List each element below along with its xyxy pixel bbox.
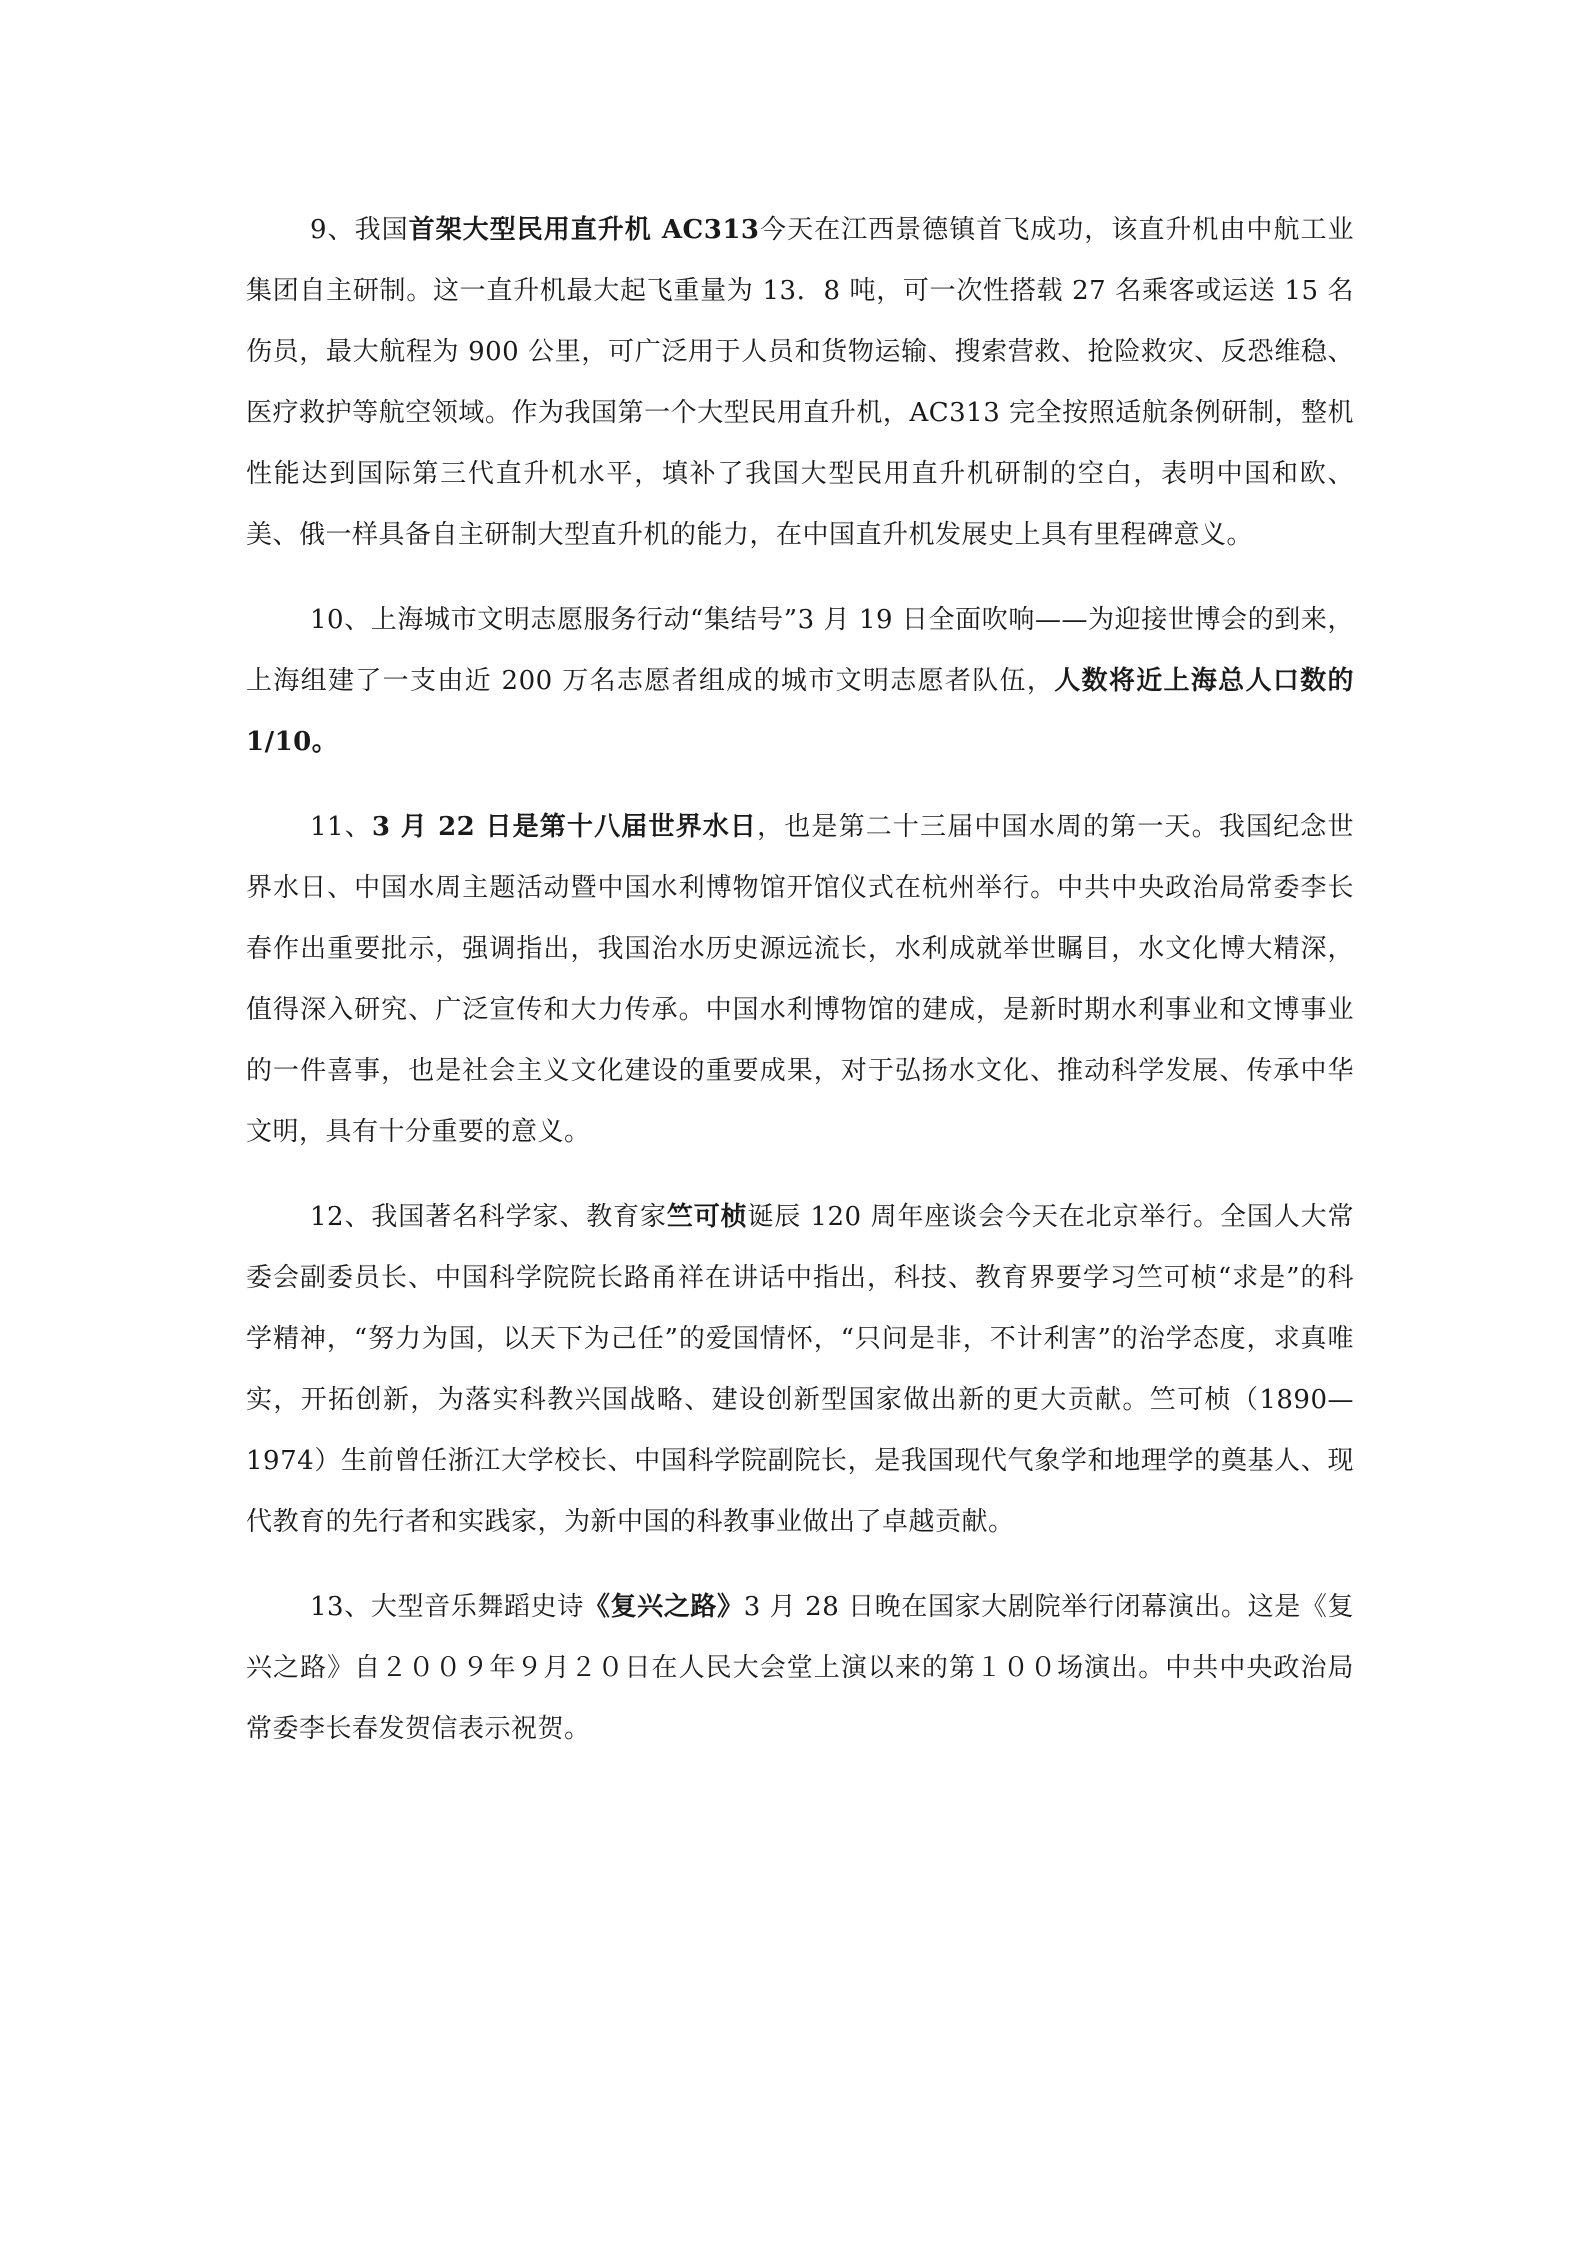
bold-text-segment: 《复兴之路》 <box>583 1592 744 1622</box>
bold-text-segment: 人数将近上海总人口数的 1/10。 <box>246 666 1354 757</box>
paragraph-item-13 <box>246 1577 1354 1760</box>
text-segment: ，也是第二十三届中国水周的第一天。我国纪念世界水日、中国水周主题活动暨中国水利博物馆开馆仪式在杭州举行。中共中央政治局常委李长春作出重要批示，强调指出，我国治水历史源远流长，水利成就举世瞩目，水文化博大精深，值得深入研究、广泛宣传和大力传承。中国水利博物馆的建成，是新时期水利事业和文博事业的一件喜事，也是社会主义文化建设的重要成果，对于弘扬水文化、推动科学发展、传承中华文明，具有十分重要的意义。 <box>246 812 1354 1147</box>
paragraph-item-9 <box>246 200 1354 566</box>
bold-text-segment: 3 月 22 日是第十八届世界水日 <box>371 812 758 842</box>
paragraph-item-10 <box>246 590 1354 773</box>
text-segment: 诞辰 120 周年座谈会今天在北京举行。全国人大常委会副委员长、中国科学院院长路甬祥在讲话中指出，科技、教育界要学习竺可桢“求是”的科学精神，“努力为国，以天下为己任”的爱国情怀，“只问是非，不计利害”的治学态度，求真唯实，开拓创新，为落实科教兴国战略、建设创新型国家做出新的更大贡献。竺可桢（1890—1974）生前曾任浙江大学校长、中国科学院副院长，是我国现代气象学和地理学的奠基人、现代教育的先行者和实践家，为新中国的科教事业做出了卓越贡献。 <box>246 1202 1354 1537</box>
text-segment: 13、大型音乐舞蹈史诗 <box>310 1592 584 1622</box>
text-segment: 9、我国 <box>310 215 409 245</box>
text-segment: 11、 <box>310 812 372 842</box>
text-segment: 12、我国著名科学家、教育家 <box>310 1202 667 1232</box>
paragraph-item-11 <box>246 797 1354 1163</box>
text-segment: 3 月 28 日晚在国家大剧院举行闭幕演出。这是《复兴之路》自２００９年９月２０日在人民大会堂上演以来的第１００场演出。中共中央政治局常委李长春发贺信表示祝贺。 <box>246 1592 1355 1744</box>
paragraph-item-12 <box>246 1187 1354 1553</box>
bold-text-segment: 首架大型民用直升机 AC313 <box>408 215 760 245</box>
text-segment: 今天在江西景德镇首飞成功，该直升机由中航工业集团自主研制。这一直升机最大起飞重量为 13．8 吨，可一次性搭载 27 名乘客或运送 15 名伤员，最大航程为 900 公里，可广泛用于人员和货物运输、搜索营救、抢险救灾、反恐维稳、医疗救护等航空领域。作为我国第一个大型民用直升机，AC313 完全按照适航条例研制，整机性能达到国际第三代直升机水平，填补了我国大型民用直升机研制的空白，表明中国和欧、美、俄一样具备自主研制大型直升机的能力，在中国直升机发展史上具有里程碑意义。 <box>246 215 1354 550</box>
bold-text-segment: 竺可桢 <box>666 1202 748 1232</box>
text-segment: 10、上海城市文明志愿服务行动“集结号”3 月 19 日全面吹响——为迎接世博会的到来，上海组建了一支由近 200 万名志愿者组成的城市文明志愿者队伍， <box>246 605 1354 696</box>
